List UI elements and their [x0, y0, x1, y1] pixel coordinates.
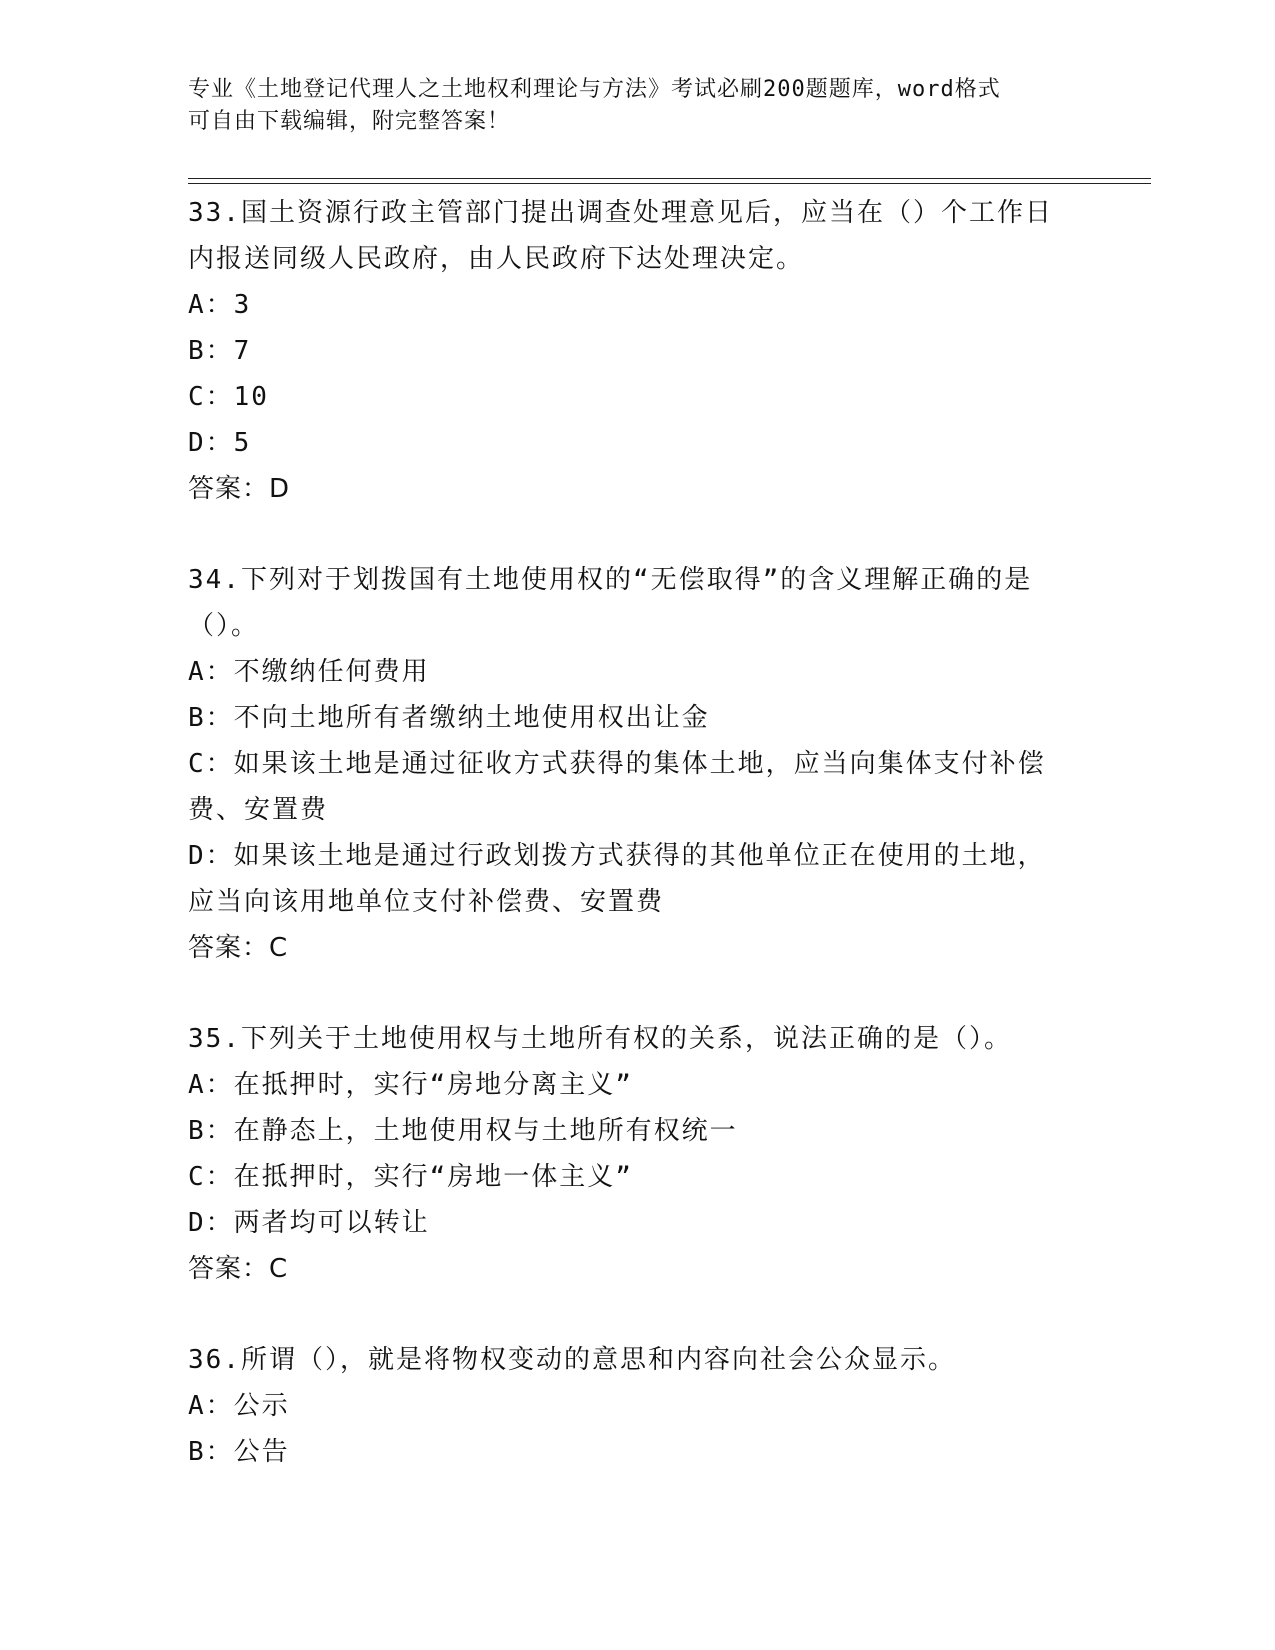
option-text: D：如果该土地是通过行政划拨方式获得的其他单位正在使用的土地， [188, 841, 1046, 871]
question-block [188, 557, 1088, 971]
answer-text: 答案：C [188, 1254, 289, 1284]
option-text: A：不缴纳任何费用 [188, 657, 430, 687]
option-text: C：如果该土地是通过征收方式获得的集体土地，应当向集体支付补偿 [188, 749, 1046, 779]
option-text: D：5 [188, 428, 252, 458]
answer-text: 答案：D [188, 474, 291, 504]
option-text: B：不向土地所有者缴纳土地使用权出让金 [188, 703, 710, 733]
question-text: （）。 [188, 611, 260, 641]
option-text: B：公告 [188, 1437, 290, 1467]
question-text: 36.所谓（），就是将物权变动的意思和内容向社会公众显示。 [188, 1345, 956, 1375]
question-spacer [188, 971, 1088, 1016]
option-text: B：7 [188, 336, 252, 366]
option-text: A：3 [188, 290, 252, 320]
header-line: 可自由下载编辑，附完整答案！ [188, 109, 511, 134]
question-block [188, 1337, 1088, 1475]
option-text: A：在抵押时，实行“房地分离主义” [188, 1070, 633, 1100]
option-text: A：公示 [188, 1391, 290, 1421]
option-text: D：两者均可以转让 [188, 1208, 430, 1238]
question-text: 34.下列对于划拨国有土地使用权的“无偿取得”的含义理解正确的是 [188, 565, 1033, 595]
answer-text: 答案：C [188, 933, 289, 963]
question-block [188, 1016, 1088, 1292]
document-header [188, 74, 1068, 138]
question-text: 33.国土资源行政主管部门提出调查处理意见后，应当在（）个工作日 [188, 198, 1053, 228]
option-text: B：在静态上，土地使用权与土地所有权统一 [188, 1116, 738, 1146]
option-text: 费、安置费 [188, 795, 329, 825]
question-block [188, 190, 1088, 512]
question-list [188, 190, 1088, 1475]
question-spacer [188, 1292, 1088, 1337]
option-text: C：在抵押时，实行“房地一体主义” [188, 1162, 633, 1192]
header-line: 专业《土地登记代理人之土地权利理论与方法》考试必刷200题题库，word格式 [188, 77, 1001, 102]
question-spacer [188, 512, 1088, 557]
header-divider [188, 178, 1151, 179]
question-text: 35.下列关于土地使用权与土地所有权的关系，说法正确的是（）。 [188, 1024, 1012, 1054]
question-text: 内报送同级人民政府，由人民政府下达处理决定。 [188, 244, 805, 274]
header-divider [188, 183, 1151, 184]
option-text: C：10 [188, 382, 269, 412]
option-text: 应当向该用地单位支付补偿费、安置费 [188, 887, 665, 917]
